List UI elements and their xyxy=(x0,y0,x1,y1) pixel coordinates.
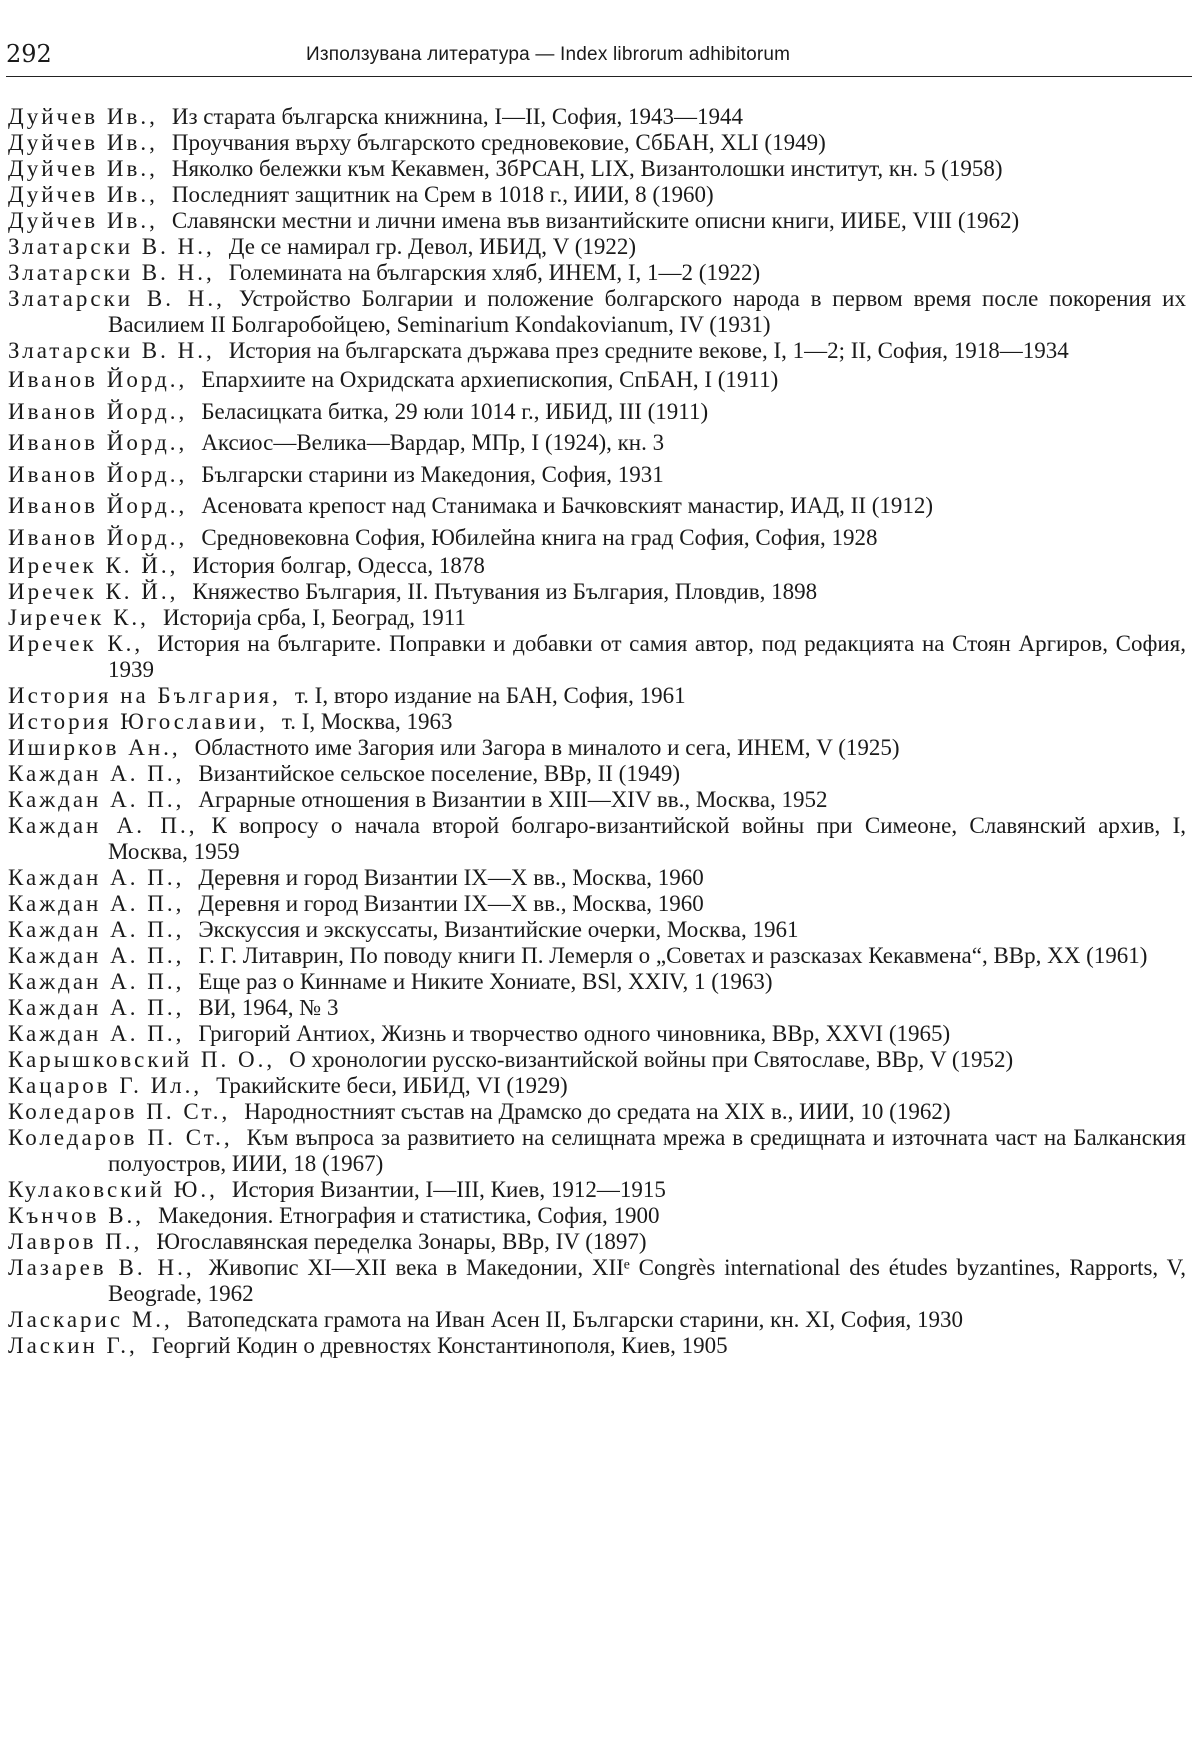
entry-author: Каждан А. П., xyxy=(8,943,185,968)
bibliography-entry xyxy=(8,943,1186,969)
bibliography-entry xyxy=(8,459,1186,491)
bibliography-entry xyxy=(8,995,1186,1021)
entry-text: Народностният състав на Драмско до средата на XIX в., ИИИ, 10 (1962) xyxy=(244,1099,951,1124)
entry-author: Каждан А. П., xyxy=(8,813,198,838)
entry-text: Из старата българска книжнина, I—II, София, 1943—1944 xyxy=(171,104,744,129)
bibliography-entry xyxy=(8,1307,1186,1333)
entry-author: История на България, xyxy=(8,683,281,708)
entry-text: Български старини из Македония, София, 1931 xyxy=(201,461,664,487)
entry-text: История на българската държава през средните векове, I, 1—2; II, София, 1918—1934 xyxy=(228,338,1069,363)
entry-text: Асеновата крепост над Станимака и Бачковският манастир, ИАД, II (1912) xyxy=(201,493,934,518)
entry-text: История Византии, I—III, Киев, 1912—1915 xyxy=(231,1177,666,1202)
entry-text: Проучвания върху българското средновековие, СбБАН, XLI (1949) xyxy=(171,130,826,155)
bibliography-entry xyxy=(8,1099,1186,1125)
entry-author: Ласкарис М., xyxy=(8,1307,173,1332)
bibliography-entry xyxy=(8,1125,1186,1177)
entry-author: Дуйчев Ив., xyxy=(8,156,158,181)
bibliography-entry xyxy=(8,156,1186,182)
entry-text: Последният защитник на Срем в 1018 г., ИИИ, 8 (1960) xyxy=(171,182,714,207)
bibliography-entry xyxy=(8,522,1186,554)
entry-text: Г. Г. Литаврин, По поводу книги П. Лемерля о „Советах и разсказах Кекавмена“, ВВр, XX (1961) xyxy=(198,943,1148,968)
entry-author: Иванов Йорд., xyxy=(8,524,188,550)
entry-author: Лазарев В. Н., xyxy=(8,1255,195,1280)
entry-author: Лавров П., xyxy=(8,1229,143,1254)
entry-author: Ласкин Г., xyxy=(8,1333,138,1358)
bibliography-entry xyxy=(8,364,1186,396)
bibliography-entry xyxy=(8,286,1186,338)
bibliography-entry xyxy=(8,1073,1186,1099)
entry-text: Еще раз о Киннаме и Никите Хониате, BSl, XXIV, 1 (1963) xyxy=(198,969,773,994)
running-title: Използувана литература — Index librorum adhibitorum xyxy=(306,44,791,65)
bibliography-entry xyxy=(8,605,1186,631)
entry-text: Экскуссия и экскуссаты, Византийские очерки, Москва, 1961 xyxy=(198,917,799,942)
entry-author: Иванов Йорд., xyxy=(8,367,188,392)
bibliography-entry xyxy=(8,787,1186,813)
entry-text: Славянски местни и лични имена във византийските описни книги, ИИБЕ, VIII (1962) xyxy=(171,208,1020,233)
bibliography-entry xyxy=(8,1229,1186,1255)
bibliography-entry xyxy=(8,891,1186,917)
entry-author: Кулаковский Ю., xyxy=(8,1177,218,1202)
bibliography-entry xyxy=(8,260,1186,286)
entry-author: Иванов Йорд., xyxy=(8,398,188,424)
entry-text: Тракийските беси, ИБИД, VI (1929) xyxy=(216,1073,568,1098)
entry-author: Златарски В. Н., xyxy=(8,260,215,285)
entry-text: Ватопедската грамота на Иван Асен II, Български старини, кн. XI, София, 1930 xyxy=(186,1307,964,1332)
entry-author: Дуйчев Ив., xyxy=(8,130,158,155)
entry-text: т. I, Москва, 1963 xyxy=(281,709,453,734)
entry-author: Каждан А. П., xyxy=(8,1021,185,1046)
bibliography-entry xyxy=(8,969,1186,995)
entry-text: Византийское сельское поселение, ВВр, II (1949) xyxy=(198,761,680,786)
bibliography-entry xyxy=(8,1333,1186,1359)
bibliography-entry xyxy=(8,1203,1186,1229)
entry-author: Иванов Йорд., xyxy=(8,461,188,487)
entry-text: К вопросу о начала второй болгаро-византийской войны при Симеоне, Славянский архив, I, Москва, 1959 xyxy=(108,813,1187,864)
entry-text: Средновековна София, Юбилейна книга на град София, София, 1928 xyxy=(201,524,878,550)
entry-author: Коледаров П. Ст., xyxy=(8,1125,233,1150)
entry-author: История Югославии, xyxy=(8,709,268,734)
bibliography-entry xyxy=(8,631,1186,683)
entry-author: Каждан А. П., xyxy=(8,917,185,942)
bibliography-entry xyxy=(8,553,1186,579)
entry-author: Иванов Йорд., xyxy=(8,493,188,518)
bibliography-entry xyxy=(8,1255,1186,1307)
entry-author: Карышковский П. О., xyxy=(8,1047,276,1072)
page-number: 292 xyxy=(6,40,52,68)
entry-text: Към въпроса за развитието на селищната мрежа в средищната и източната част на Балканския полуостров, ИИИ, 18 (1967) xyxy=(108,1125,1187,1176)
bibliography-entry xyxy=(8,1177,1186,1203)
entry-text: Големината на българския хляб, ИНЕМ, I, 1—2 (1922) xyxy=(228,260,761,285)
entry-text: Аксиос—Велика—Вардар, МПр, I (1924), кн. 3 xyxy=(201,430,665,455)
entry-author: Златарски В. Н., xyxy=(8,286,225,311)
entry-text: История на българите. Поправки и добавки от самия автор, под редакцията на Стоян Аргиров, София, 1939 xyxy=(108,631,1186,682)
entry-author: Златарски В. Н., xyxy=(8,338,215,363)
bibliography-entry xyxy=(8,396,1186,428)
entry-author: Каждан А. П., xyxy=(8,891,185,916)
entry-author: Каждан А. П., xyxy=(8,761,185,786)
bibliography-entry xyxy=(8,709,1186,735)
entry-text: О хронологии русско-византийской войны при Святославе, ВВр, V (1952) xyxy=(289,1047,1014,1072)
entry-text: Де се намирал гр. Девол, ИБИД, V (1922) xyxy=(228,234,637,259)
bibliography-entry xyxy=(8,683,1186,709)
entry-text: т. I, второ издание на БАН, София, 1961 xyxy=(294,683,686,708)
entry-text: Григорий Антиох, Жизнь и творчество одного чиновника, ВВр, XXVI (1965) xyxy=(198,1021,951,1046)
entry-author: Иречек К. Й., xyxy=(8,579,179,604)
bibliography-entry xyxy=(8,813,1186,865)
entry-author: Дуйчев Ив., xyxy=(8,208,158,233)
entry-text: Деревня и город Византии IX—X вв., Москва, 1960 xyxy=(198,891,704,916)
entry-author: Дуйчев Ив., xyxy=(8,182,158,207)
entry-text: Деревня и город Византии IX—X вв., Москва, 1960 xyxy=(198,865,704,890)
entry-text: История болгар, Одесса, 1878 xyxy=(192,553,485,578)
entry-author: Иванов Йорд., xyxy=(8,430,188,455)
entry-author: Златарски В. Н., xyxy=(8,234,215,259)
page-header xyxy=(6,36,1192,77)
entry-text: Беласицката битка, 29 юли 1014 г., ИБИД, III (1911) xyxy=(201,398,709,424)
bibliography-entry xyxy=(8,130,1186,156)
bibliography-entry xyxy=(8,208,1186,234)
bibliography-entry xyxy=(8,579,1186,605)
entry-text: ВИ, 1964, № 3 xyxy=(198,995,339,1020)
entry-text: Югославянская переделка Зонары, ВВр, IV (1897) xyxy=(156,1229,647,1254)
entry-text: Георгий Кодин о древностях Константинополя, Киев, 1905 xyxy=(151,1333,728,1358)
bibliography-entry xyxy=(8,1021,1186,1047)
entry-author: Каждан А. П., xyxy=(8,787,185,812)
entry-author: Јиречек К., xyxy=(8,605,149,630)
bibliography-entry xyxy=(8,917,1186,943)
entry-author: Каждан А. П., xyxy=(8,865,185,890)
bibliography-entry xyxy=(8,735,1186,761)
bibliography-list xyxy=(8,104,1186,1359)
entry-author: Дуйчев Ив., xyxy=(8,104,158,129)
entry-text: Македония. Етнография и статистика, София, 1900 xyxy=(158,1203,660,1228)
entry-author: Каждан А. П., xyxy=(8,969,185,994)
entry-author: Кацаров Г. Ил., xyxy=(8,1073,203,1098)
entry-text: Княжество България, II. Пътувания из България, Пловдив, 1898 xyxy=(192,579,818,604)
bibliography-entry xyxy=(8,234,1186,260)
bibliography-entry xyxy=(8,865,1186,891)
entry-text: Областното име Загория или Загора в миналото и сега, ИНЕМ, V (1925) xyxy=(194,735,900,760)
bibliography-entry xyxy=(8,1047,1186,1073)
entry-text: Историја срба, I, Београд, 1911 xyxy=(162,605,466,630)
entry-text: Епархиите на Охридската архиепископия, СпБАН, I (1911) xyxy=(201,367,779,392)
entry-author: Коледаров П. Ст., xyxy=(8,1099,231,1124)
entry-text: Живопис XI—XII века в Македонии, XIIᵉ Congrès international des études byzantines, Rapports, V, Beograde, 1962 xyxy=(108,1255,1186,1306)
bibliography-entry xyxy=(8,104,1186,130)
entry-text: Аграрные отношения в Византии в XIII—XIV вв., Москва, 1952 xyxy=(198,787,828,812)
entry-author: Иречек К. Й., xyxy=(8,553,179,578)
entry-author: Иширков Ан., xyxy=(8,735,181,760)
entry-text: Няколко бележки към Кекавмен, ЗбРСАН, LIX, Византолошки институт, кн. 5 (1958) xyxy=(171,156,1003,181)
bibliography-entry xyxy=(8,182,1186,208)
bibliography-entry xyxy=(8,490,1186,522)
entry-author: Кънчов В., xyxy=(8,1203,145,1228)
bibliography-entry xyxy=(8,761,1186,787)
entry-text: Устройство Болгарии и положение болгарского народа в первом время после покорения их Василием II Болгаробойцею, Seminarium Kondakovianum, IV (1931) xyxy=(108,286,1186,337)
bibliography-entry xyxy=(8,338,1186,364)
bibliography-entry xyxy=(8,427,1186,459)
entry-author: Каждан А. П., xyxy=(8,995,185,1020)
entry-author: Иречек К., xyxy=(8,631,144,656)
